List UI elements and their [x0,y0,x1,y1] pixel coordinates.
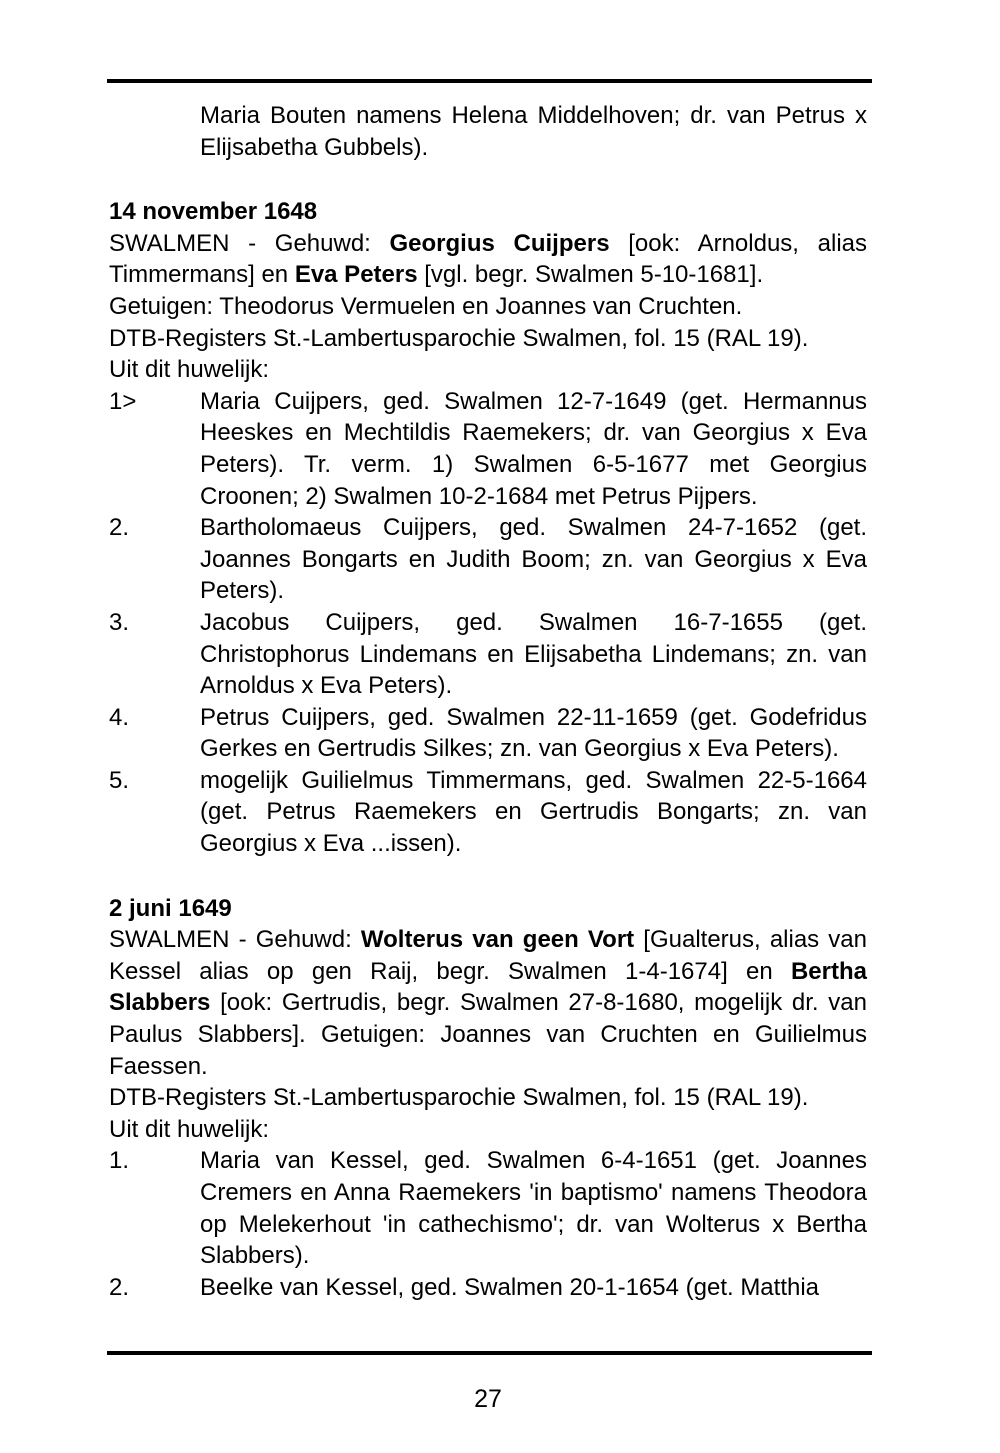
bottom-rule [107,1351,872,1355]
bride-name: Eva Peters [294,261,418,289]
item-number: 3. [109,608,130,636]
item-text: Maria Cuijpers, ged. Swalmen 12-7-1649 (get. Hermannus Heeskes en Mechtildis Raemekers; dr. van Georgius x Eva Peters). Tr. verm. 1) Swalmen 6-5-1677 met Georgius Croonen; 2) Swalmen 10-2-1684 met Petrus Pijpers. [200,387,867,510]
bride-name: Bertha Slabbers [109,957,867,1017]
entry-date: 2 juni 1649 [109,894,232,922]
continuation-text: Maria Bouten namens Helena Middelhoven; dr. van Petrus x Elijsabetha Gubbels). [200,102,867,161]
page-number: 27 [474,1385,502,1413]
list-item [109,512,867,607]
item-text: Maria van Kessel, ged. Swalmen 6-4-1651 (get. Joannes Cremers en Anna Raemekers 'in baptismo' namens Theodora op Melekerhout 'in cathechismo'; dr. van Wolterus x Bertha Slabbers). [200,1147,867,1270]
item-text: mogelijk Guilielmus Timmermans, ged. Swalmen 22-5-1664 (get. Petrus Raemekers en Gertrudis Bongarts; zn. van Georgius x Eva ...issen). [200,766,867,858]
page-body [109,100,867,1303]
item-number: 2. [109,1273,130,1301]
list-item [109,386,867,512]
item-text: Beelke van Kessel, ged. Swalmen 20-1-1654 (get. Matthia [200,1273,820,1301]
item-number: 1> [109,387,137,415]
source-reference: DTB-Registers St.-Lambertusparochie Swalmen, fol. 15 (RAL 19). [109,1084,809,1112]
source-reference: DTB-Registers St.-Lambertusparochie Swalmen, fol. 15 (RAL 19). [109,324,809,352]
marriage-paragraph: SWALMEN - Gehuwd: Wolterus van geen Vort [Gualterus, alias van Kessel alias op gen Raij, begr. Swalmen 1-4-1674] en Bertha Slabbers [ook: Gertrudis, begr. Swalmen 27-8-1680, mogelijk dr. van Paulus Slabbers]. Getuigen: Joannes van Cruchten en Guilielmus Faessen. [109,926,868,1080]
item-text: Petrus Cuijpers, ged. Swalmen 22-11-1659 (get. Godefridus Gerkes en Gertrudis Silkes; zn. van Georgius x Eva Peters). [200,703,867,763]
top-rule [107,79,872,83]
list-item [109,1272,867,1304]
item-number: 5. [109,766,130,794]
entry-date: 14 november 1648 [109,198,318,226]
marriage-entry-2 [109,893,867,1304]
item-number: 1. [109,1147,130,1175]
groom-name: Georgius Cuijpers [389,229,610,257]
item-text: Bartholomaeus Cuijpers, ged. Swalmen 24-7-1652 (get. Joannes Bongarts en Judith Boom; zn. van Georgius x Eva Peters). [200,514,867,605]
item-number: 4. [109,703,130,731]
item-number: 2. [109,514,130,542]
item-text: Jacobus Cuijpers, ged. Swalmen 16-7-1655 (get. Christophorus Lindemans en Elijsabetha Lindemans; zn. van Arnoldus x Eva Peters). [200,608,867,700]
list-item [109,765,867,860]
groom-name: Wolterus van geen Vort [360,926,635,954]
list-item [109,1145,867,1271]
list-item [109,607,867,702]
children-heading: Uit dit huwelijk: [109,1115,270,1143]
list-item [109,702,867,765]
marriage-entry-1 [109,196,867,859]
marriage-paragraph: SWALMEN - Gehuwd: Georgius Cuijpers [ook: Arnoldus, alias Timmermans] en Eva Peters [vgl. begr. Swalmen 5-10-1681]. [109,229,867,289]
witnesses: Getuigen: Theodorus Vermuelen en Joannes van Cruchten. [109,292,743,320]
children-heading: Uit dit huwelijk: [109,356,270,384]
